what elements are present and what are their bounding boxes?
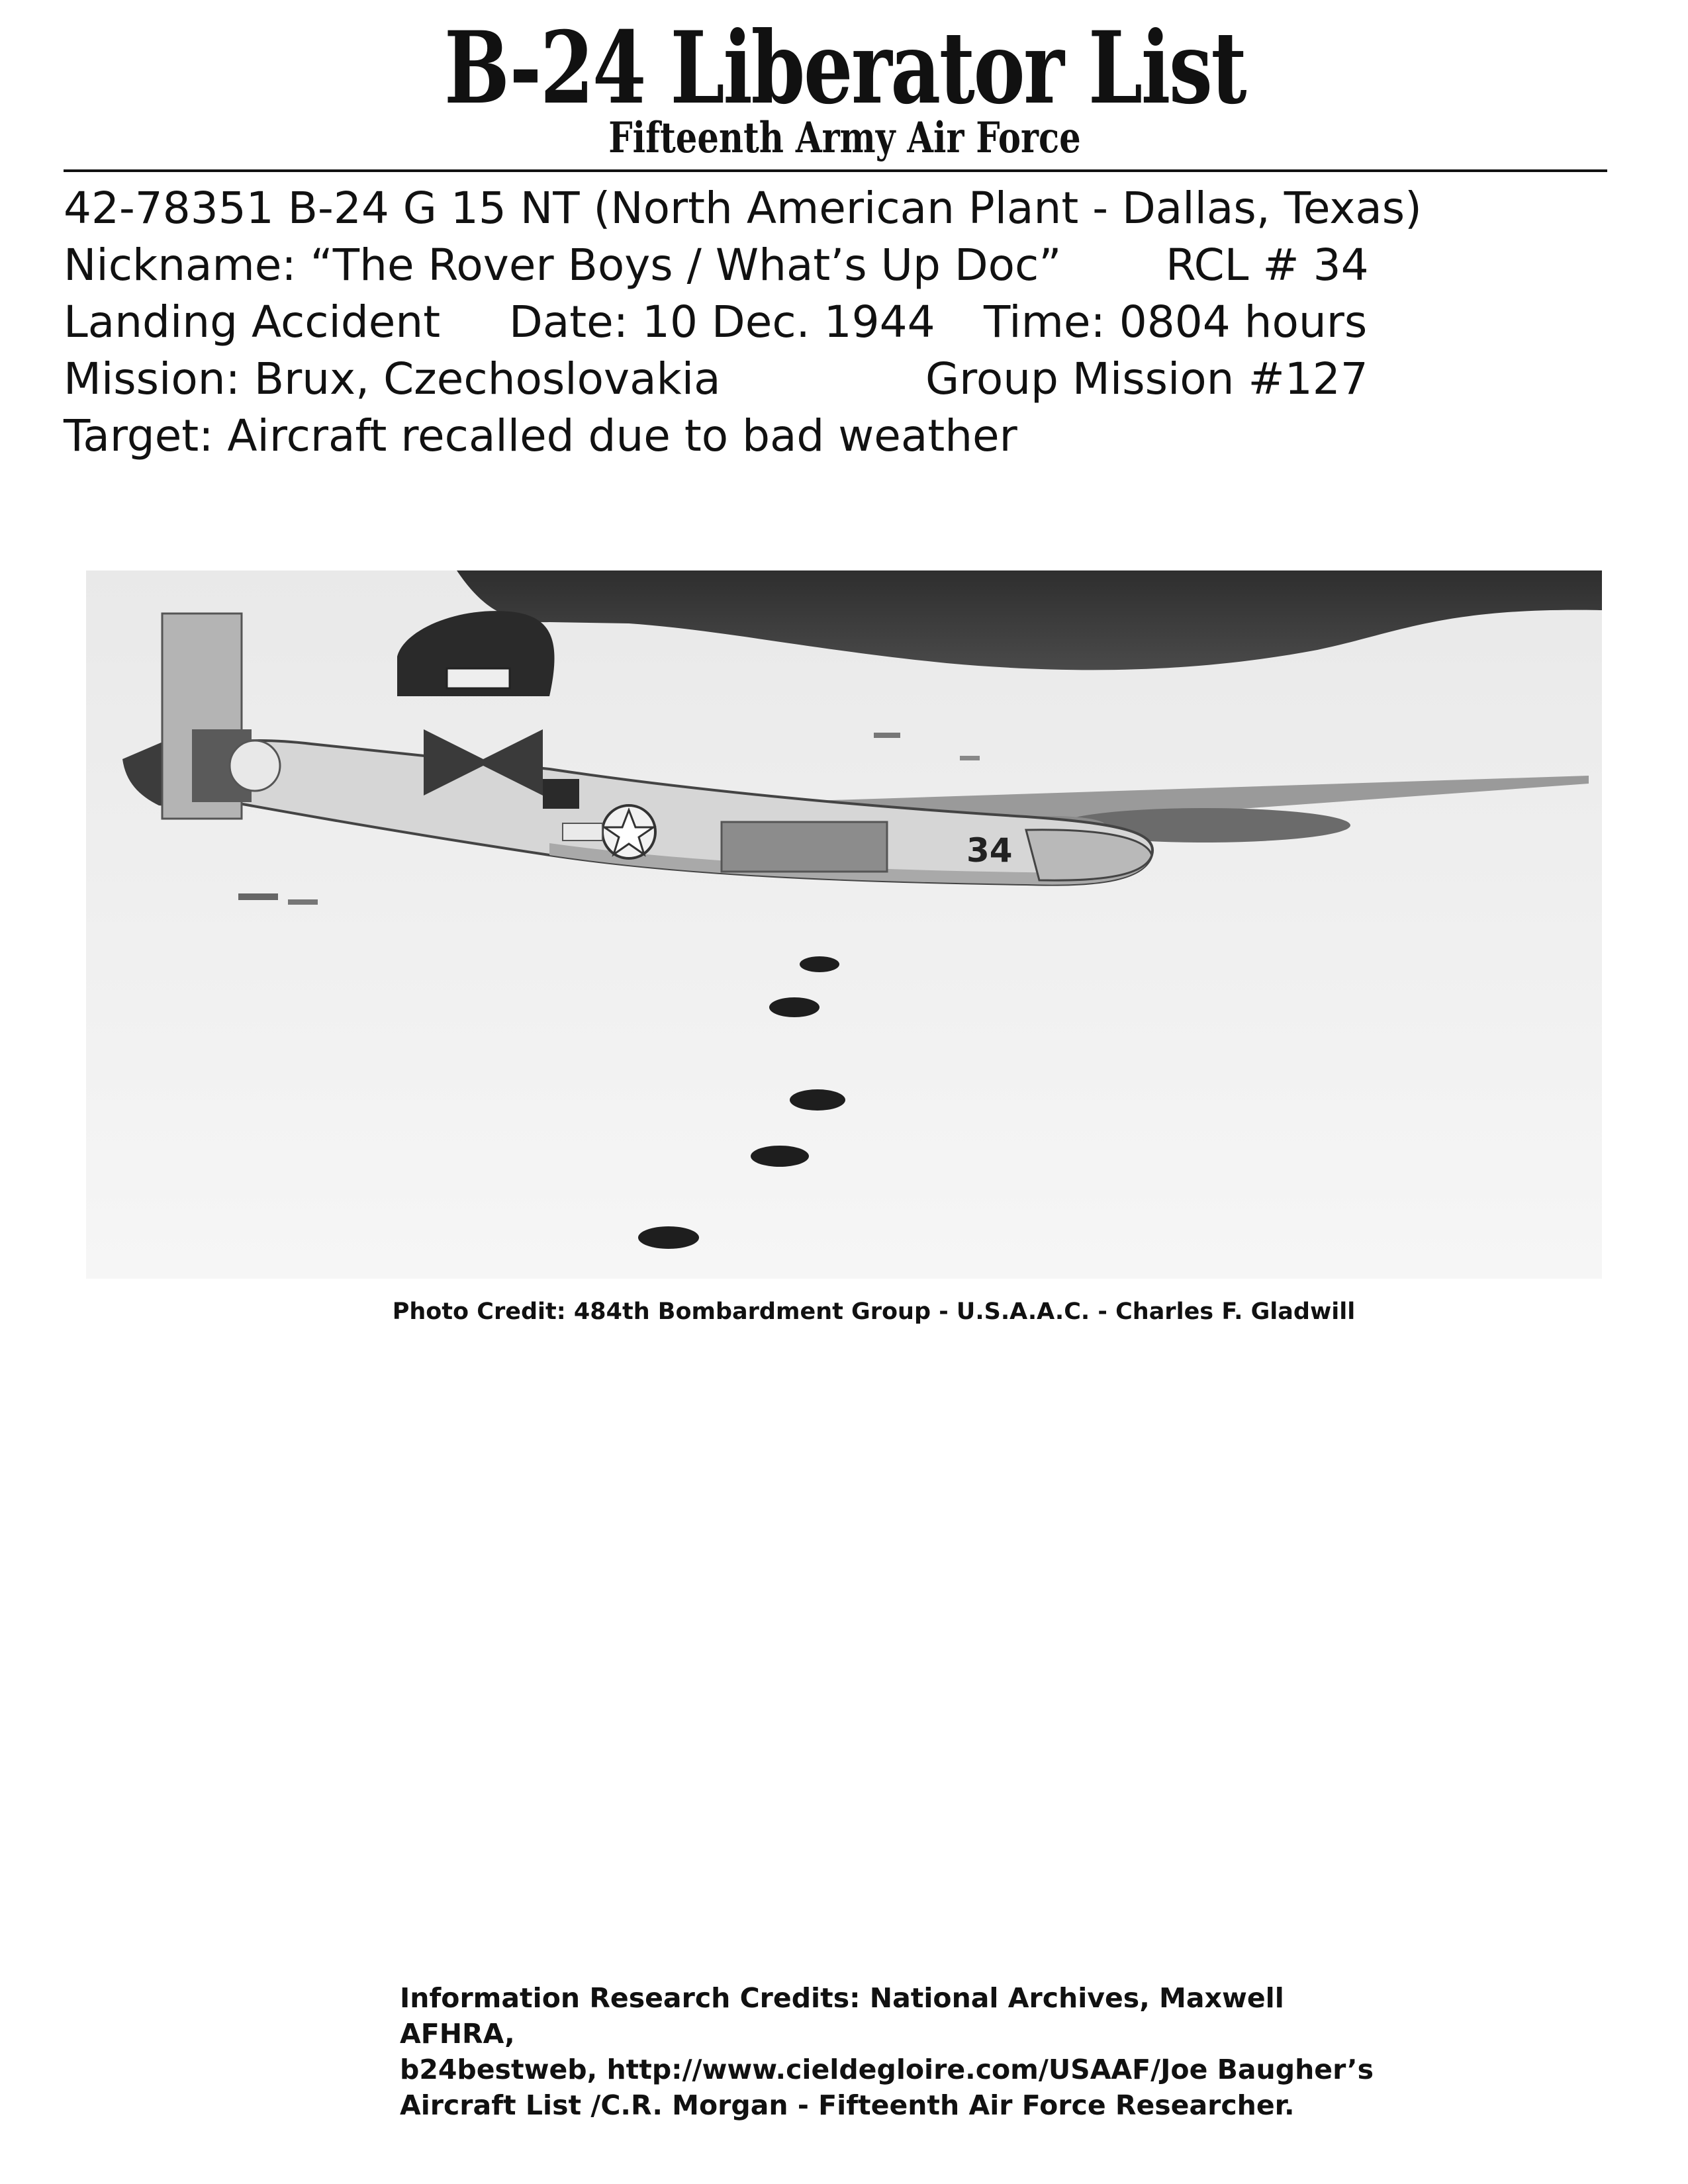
- photo-sky: [86, 570, 1602, 1279]
- distant-aircraft-3: [874, 733, 900, 738]
- b24-waist-window: [230, 741, 280, 791]
- b24-photo: [86, 570, 1602, 1279]
- b24-waist-gun: [543, 779, 579, 809]
- page-title: B-24 Liberator List: [444, 10, 1246, 126]
- nickname-line: [64, 237, 1613, 294]
- serial-line: [64, 180, 1613, 237]
- aircraft-number: 34: [966, 831, 1013, 870]
- nickname-text: Nickname: “The Rover Boys / What’s Up Doc”: [64, 240, 1062, 291]
- research-credits-line-2: b24bestweb, http://www.cieldegloire.com/USAAF/Joe Baugher’s: [400, 2054, 1374, 2085]
- bomb-5: [638, 1226, 699, 1249]
- overhead-nacelle-placard: [447, 668, 510, 688]
- research-credits-line-3: Aircraft List /C.R. Morgan - Fifteenth Air Force Researcher.: [400, 2089, 1295, 2121]
- distant-aircraft-1: [238, 893, 278, 900]
- bomb-1: [800, 956, 839, 972]
- incident-line: [64, 294, 1613, 351]
- page-subtitle: Fifteenth Army Air Force: [608, 113, 1081, 163]
- bomb-4: [751, 1146, 809, 1167]
- bomb-2: [769, 997, 820, 1017]
- mission-text: Mission: Brux, Czechoslovakia: [64, 353, 721, 404]
- header-divider: [64, 169, 1607, 172]
- mission-line: [64, 351, 1613, 408]
- research-credits: [400, 1980, 1393, 2123]
- research-credits-line-1: Information Research Credits: National Archives, Maxwell AFHRA,: [400, 1982, 1284, 2050]
- serial-text: 42-78351 B-24 G 15 NT (North American Plant - Dallas, Texas): [64, 183, 1422, 234]
- bomb-3: [790, 1089, 845, 1111]
- date-text: Date: 10 Dec. 1944: [509, 296, 935, 347]
- distant-aircraft-2: [288, 899, 318, 905]
- distant-aircraft-4: [960, 756, 980, 760]
- time-text: Time: 0804 hours: [984, 296, 1368, 347]
- group-mission-text: Group Mission #127: [925, 353, 1368, 404]
- aircraft-info: [64, 180, 1613, 465]
- bomb-bay: [722, 822, 887, 872]
- photo-credit: Photo Credit: 484th Bombardment Group - U.S.A.A.C. - Charles F. Gladwill: [392, 1298, 1356, 1325]
- incident-text: Landing Accident: [64, 296, 441, 347]
- target-text: Target: Aircraft recalled due to bad weather: [64, 410, 1017, 461]
- rcl-text: RCL # 34: [1166, 240, 1369, 291]
- target-line: [64, 408, 1613, 465]
